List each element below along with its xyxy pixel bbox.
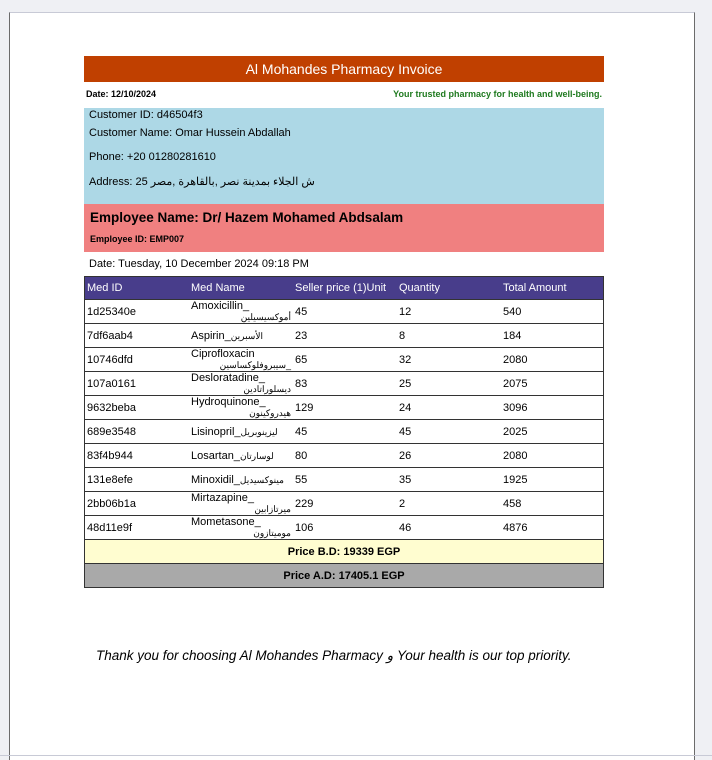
med-name bbox=[191, 474, 284, 486]
med-id-cell: 1d25340e bbox=[85, 300, 190, 324]
quantity-cell: 12 bbox=[397, 300, 501, 324]
med-name-arabic: موميتازون bbox=[253, 528, 291, 538]
customer-phone: Phone: +20 01280281610 bbox=[89, 151, 216, 163]
med-name-arabic: ليزينوبريل bbox=[240, 426, 278, 437]
customer-address: Address: 25 ش الجلاء بمدينة نصر ,بالقاهرة ,مصر bbox=[89, 175, 315, 188]
customer-id: Customer ID: d46504f3 bbox=[89, 108, 203, 121]
quantity-cell: 25 bbox=[397, 372, 501, 396]
med-name bbox=[191, 396, 291, 419]
med-name bbox=[191, 348, 291, 371]
tagline: Your trusted pharmacy for health and well-being. bbox=[393, 89, 602, 99]
med-name-english: Mirtazapine_ bbox=[191, 492, 254, 504]
quantity-cell: 35 bbox=[397, 468, 501, 492]
invoice bbox=[84, 56, 604, 588]
quantity-cell: 8 bbox=[397, 324, 501, 348]
invoice-subheader bbox=[84, 82, 604, 106]
table-row bbox=[85, 348, 604, 372]
med-name-english: Hydroquinone_ bbox=[191, 396, 266, 408]
med-name-english: Amoxicillin_ bbox=[191, 300, 250, 312]
med-name-english: Minoxidil_ bbox=[191, 473, 240, 486]
med-name-english: Ciprofloxacin bbox=[191, 348, 255, 360]
quantity-cell: 46 bbox=[397, 516, 501, 540]
customer-name: Customer Name: Omar Hussein Abdallah bbox=[89, 127, 291, 139]
med-id-cell: 107a0161 bbox=[85, 372, 190, 396]
med-name-cell bbox=[189, 516, 293, 540]
table-row bbox=[85, 324, 604, 348]
total-amount-cell: 2075 bbox=[501, 372, 604, 396]
employee-id: Employee ID: EMP007 bbox=[90, 234, 185, 244]
total-amount-cell: 1925 bbox=[501, 468, 604, 492]
quantity-cell: 26 bbox=[397, 444, 501, 468]
price-before-discount: Price B.D: 19339 EGP bbox=[85, 540, 604, 564]
total-amount-cell: 3096 bbox=[501, 396, 604, 420]
price-after-discount-row bbox=[85, 564, 604, 588]
med-name-arabic: ديسلوراتادين bbox=[243, 384, 291, 394]
price-before-discount-row bbox=[85, 540, 604, 564]
med-name-english: Losartan_ bbox=[191, 449, 240, 462]
quantity-cell: 45 bbox=[397, 420, 501, 444]
seller-price-cell: 55 bbox=[293, 468, 397, 492]
header-med-id: Med ID bbox=[85, 277, 190, 300]
medicines-table bbox=[84, 276, 604, 588]
med-id-cell: 131e8efe bbox=[85, 468, 190, 492]
med-name bbox=[191, 300, 291, 323]
med-id-cell: 83f4b944 bbox=[85, 444, 190, 468]
total-amount-cell: 540 bbox=[501, 300, 604, 324]
seller-price-cell: 106 bbox=[293, 516, 397, 540]
seller-price-cell: 45 bbox=[293, 300, 397, 324]
med-name bbox=[191, 492, 291, 515]
med-id-cell: 7df6aab4 bbox=[85, 324, 190, 348]
med-name-cell bbox=[189, 324, 293, 348]
table-row bbox=[85, 492, 604, 516]
med-id-cell: 10746dfd bbox=[85, 348, 190, 372]
med-name-english: Aspirin_ bbox=[191, 329, 231, 342]
seller-price-cell: 129 bbox=[293, 396, 397, 420]
med-name-cell bbox=[189, 348, 293, 372]
quantity-cell: 2 bbox=[397, 492, 501, 516]
med-name-arabic: هيدروكينون bbox=[249, 408, 291, 418]
med-name-arabic: لوسارتان bbox=[239, 450, 274, 461]
total-amount-cell: 184 bbox=[501, 324, 604, 348]
employee-section bbox=[84, 204, 604, 252]
med-name-cell bbox=[189, 444, 293, 468]
seller-price-cell: 45 bbox=[293, 420, 397, 444]
seller-price-cell: 65 bbox=[293, 348, 397, 372]
med-name-arabic: _سيبروفلوكساسين bbox=[219, 360, 291, 370]
med-name-english: Mometasone_ bbox=[191, 516, 261, 528]
price-after-discount: Price A.D: 17405.1 EGP bbox=[85, 564, 604, 588]
invoice-title: Al Mohandes Pharmacy Invoice bbox=[84, 56, 604, 82]
med-name-cell bbox=[189, 396, 293, 420]
med-name bbox=[191, 450, 274, 462]
med-id-cell: 689e3548 bbox=[85, 420, 190, 444]
total-amount-cell: 4876 bbox=[501, 516, 604, 540]
med-id-cell: 2bb06b1a bbox=[85, 492, 190, 516]
table-row bbox=[85, 300, 604, 324]
med-id-cell: 48d11e9f bbox=[85, 516, 190, 540]
total-amount-cell: 2025 bbox=[501, 420, 604, 444]
header-quantity: Quantity bbox=[397, 277, 501, 300]
med-name-arabic: الأسبرين bbox=[230, 330, 263, 341]
employee-name: Employee Name: Dr/ Hazem Mohamed Abdsalam bbox=[90, 209, 404, 225]
med-name bbox=[191, 516, 291, 539]
med-name-cell bbox=[189, 468, 293, 492]
header-seller-price: Seller price (1)Unit bbox=[293, 277, 397, 300]
seller-price-cell: 80 bbox=[293, 444, 397, 468]
med-name-arabic: أموكسيسيلين bbox=[240, 312, 291, 322]
med-name bbox=[191, 330, 263, 342]
total-amount-cell: 2080 bbox=[501, 444, 604, 468]
header-med-name: Med Name bbox=[189, 277, 293, 300]
med-name-cell bbox=[189, 420, 293, 444]
total-amount-cell: 2080 bbox=[501, 348, 604, 372]
thank-you-message: Thank you for choosing Al Mohandes Pharmacy و Your health is our top priority. bbox=[96, 648, 572, 663]
invoice-date: Date: 12/10/2024 bbox=[86, 89, 157, 99]
med-name-arabic: مينوكسيديل bbox=[239, 474, 284, 485]
med-name-cell bbox=[189, 372, 293, 396]
header-total-amount: Total Amount bbox=[501, 277, 604, 300]
med-name-arabic: ميرتازابين bbox=[254, 504, 291, 514]
seller-price-cell: 83 bbox=[293, 372, 397, 396]
med-name-cell bbox=[189, 300, 293, 324]
total-amount-cell: 458 bbox=[501, 492, 604, 516]
med-name-english: Lisinopril_ bbox=[191, 425, 241, 438]
med-name bbox=[191, 372, 291, 395]
table-row bbox=[85, 372, 604, 396]
table-row bbox=[85, 396, 604, 420]
quantity-cell: 24 bbox=[397, 396, 501, 420]
table-header-row bbox=[85, 277, 604, 300]
customer-section bbox=[84, 108, 604, 204]
table-row bbox=[85, 420, 604, 444]
quantity-cell: 32 bbox=[397, 348, 501, 372]
med-id-cell: 9632beba bbox=[85, 396, 190, 420]
table-row bbox=[85, 516, 604, 540]
seller-price-cell: 23 bbox=[293, 324, 397, 348]
invoice-datetime: Date: Tuesday, 10 December 2024 09:18 PM bbox=[89, 258, 309, 270]
med-name bbox=[191, 426, 278, 438]
page-divider bbox=[0, 755, 712, 756]
table-row bbox=[85, 468, 604, 492]
seller-price-cell: 229 bbox=[293, 492, 397, 516]
med-name-english: Desloratadine_ bbox=[191, 372, 265, 384]
med-name-cell bbox=[189, 492, 293, 516]
table-row bbox=[85, 444, 604, 468]
